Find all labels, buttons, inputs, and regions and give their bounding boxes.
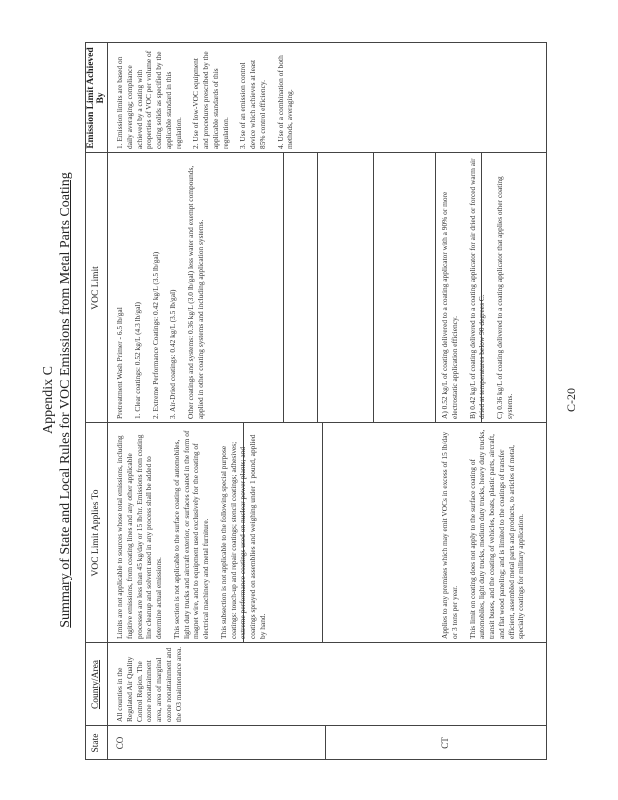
header-emission-limit: Emission Limit Achieved By (85, 47, 106, 149)
col-border-voc (85, 152, 547, 153)
row-co-voc-item-2: 1. Clear coatings: 0.52 kg/L (4.3 lb/gal) (132, 302, 142, 419)
row-co-emission-item-1: 1. Emission limits are based on daily averaging; compliance achieved by a coating with properties of VOC per volume of coating solids as specified by the applicable standard in this regulation. (115, 50, 183, 149)
page-number: C-20 (564, 388, 578, 412)
row-ct-voc-item-2: B) 0.42 kg/L of coating delivered to a coating applicator for air dried or forced warm air dried at temperatures below 90 degrees C. (467, 158, 487, 419)
header-county: County/Area (90, 659, 101, 710)
row-co-voc-limit (115, 157, 214, 419)
row-ct-voc-item-1: A) 0.52 kg/L of coating delivered to a coating applicator with a 90% or more electrostatic application efficiency. (440, 191, 459, 419)
row-co-applies-to (115, 427, 276, 639)
row-co-emission-item-4: 4. Use of a combination of both methods, averaging. (275, 55, 295, 149)
row-co-emission-limit (115, 47, 303, 149)
row-ct-voc-item-3: C) 0.36 kg/L of coating delivered to a coating applicator that applies other coating systems. (495, 176, 514, 419)
header-state: State (90, 733, 101, 753)
col-border-right (85, 42, 547, 43)
row-co-voc-item-3: 2. Extreme Performance Coatings: 0.42 kg/L (3.5 lb/gal) (150, 251, 160, 419)
row-co-applies-para-3: This subsection is not applicable to the following special purpose coatings: touch-up and repair coatings; stencil coatings; adhesives; extreme performance coatings used on nuclear power plants; and coatings sprayed on assemblies and weighing under 1 pound, applied by hand. (218, 434, 267, 639)
row-co-voc-item-5: Other coatings and systems: 0.36 kg/L (3.0 lb/gal) less water and exempt compounds, applied in other coating systems and including application systems. (186, 165, 205, 419)
row-co-emission-item-3: 3. Use of an emission control device which achieves at least 85% control efficiency. (238, 59, 267, 149)
row-ct-applies-para-2: This limit on coating does not apply to the surface coating of automobiles, light duty trucks, medium duty trucks, heavy duty trucks, transit buses, and the coating of vehicles, boats, plastic parts, aircraft, and flat wood paneling; and is limited to the coatings of transfer efficient, assembled metal parts and products, to articles of metal, specialty coatings for military application. (467, 429, 526, 639)
header-voc-limit: VOC Limit (90, 266, 101, 310)
voc-divider-4 (435, 153, 436, 423)
row-co-voc-item-1: Pretreatment Wash Primer - 6.5 lb/gal (115, 307, 124, 419)
row-co-applies-para-1: Limits are not applicable to sources whose total emissions, including fugitive emissions, from coating lines and any other applicable processes are less than 45 kg/day or 15 lb/hr. Emissions from coating line cleanup and solvent used in any process shall be added to determine actual emissions. (115, 434, 164, 639)
row-co-applies-para-2: This section is not applicable to the surface coating of automobiles, light duty trucks and aircraft exterior, or surfaces coated in the form of magnet wire, and to equipment used exclusively for the coating of electrical machinery and metal furniture. (171, 430, 211, 639)
summary-title: Summary of State and Local Rules for VOC Emissions from Metal Parts Coating (58, 172, 73, 628)
state-row-divider (325, 726, 326, 760)
voc-divider-3 (373, 153, 374, 423)
header-applies-to: VOC Limit Applies To (90, 489, 101, 577)
row-co-state: CO (115, 736, 125, 750)
col-border-state (85, 725, 547, 726)
applies-divider-2 (322, 423, 323, 643)
voc-divider-1 (283, 153, 284, 423)
col-border-applies (85, 422, 547, 423)
col-border-left (85, 759, 547, 760)
row-ct-state: CT (440, 737, 450, 749)
appendix-title: Appendix C (41, 365, 56, 435)
row-co-emission-item-2: 2. Use of low-VOC equipment and procedures prescribed by the applicable standards of this regulation. (191, 51, 230, 149)
header-divider (107, 42, 108, 760)
row-ct-voc-limit (440, 157, 523, 419)
row-co-voc-item-4: 3. Air-Dried coatings: 0.42 kg/L (3.5 lb/gal) (168, 289, 178, 419)
voc-divider-2 (317, 153, 318, 423)
row-co-county: All counties in the Regulated Air Quality Control Region. The ozone nonattainment area, area of marginal ozone nonattainment and the O3 maintenance area. (115, 646, 183, 722)
row-ct-applies-to (440, 427, 534, 639)
table-bottom-border (546, 42, 547, 760)
voc-rules-table (85, 42, 547, 760)
row-ct-applies-para-1: Applies to any premises which may emit VOCs in excess of 15 lb/day or 3 tons per year. (440, 431, 459, 639)
col-border-county (85, 642, 547, 643)
